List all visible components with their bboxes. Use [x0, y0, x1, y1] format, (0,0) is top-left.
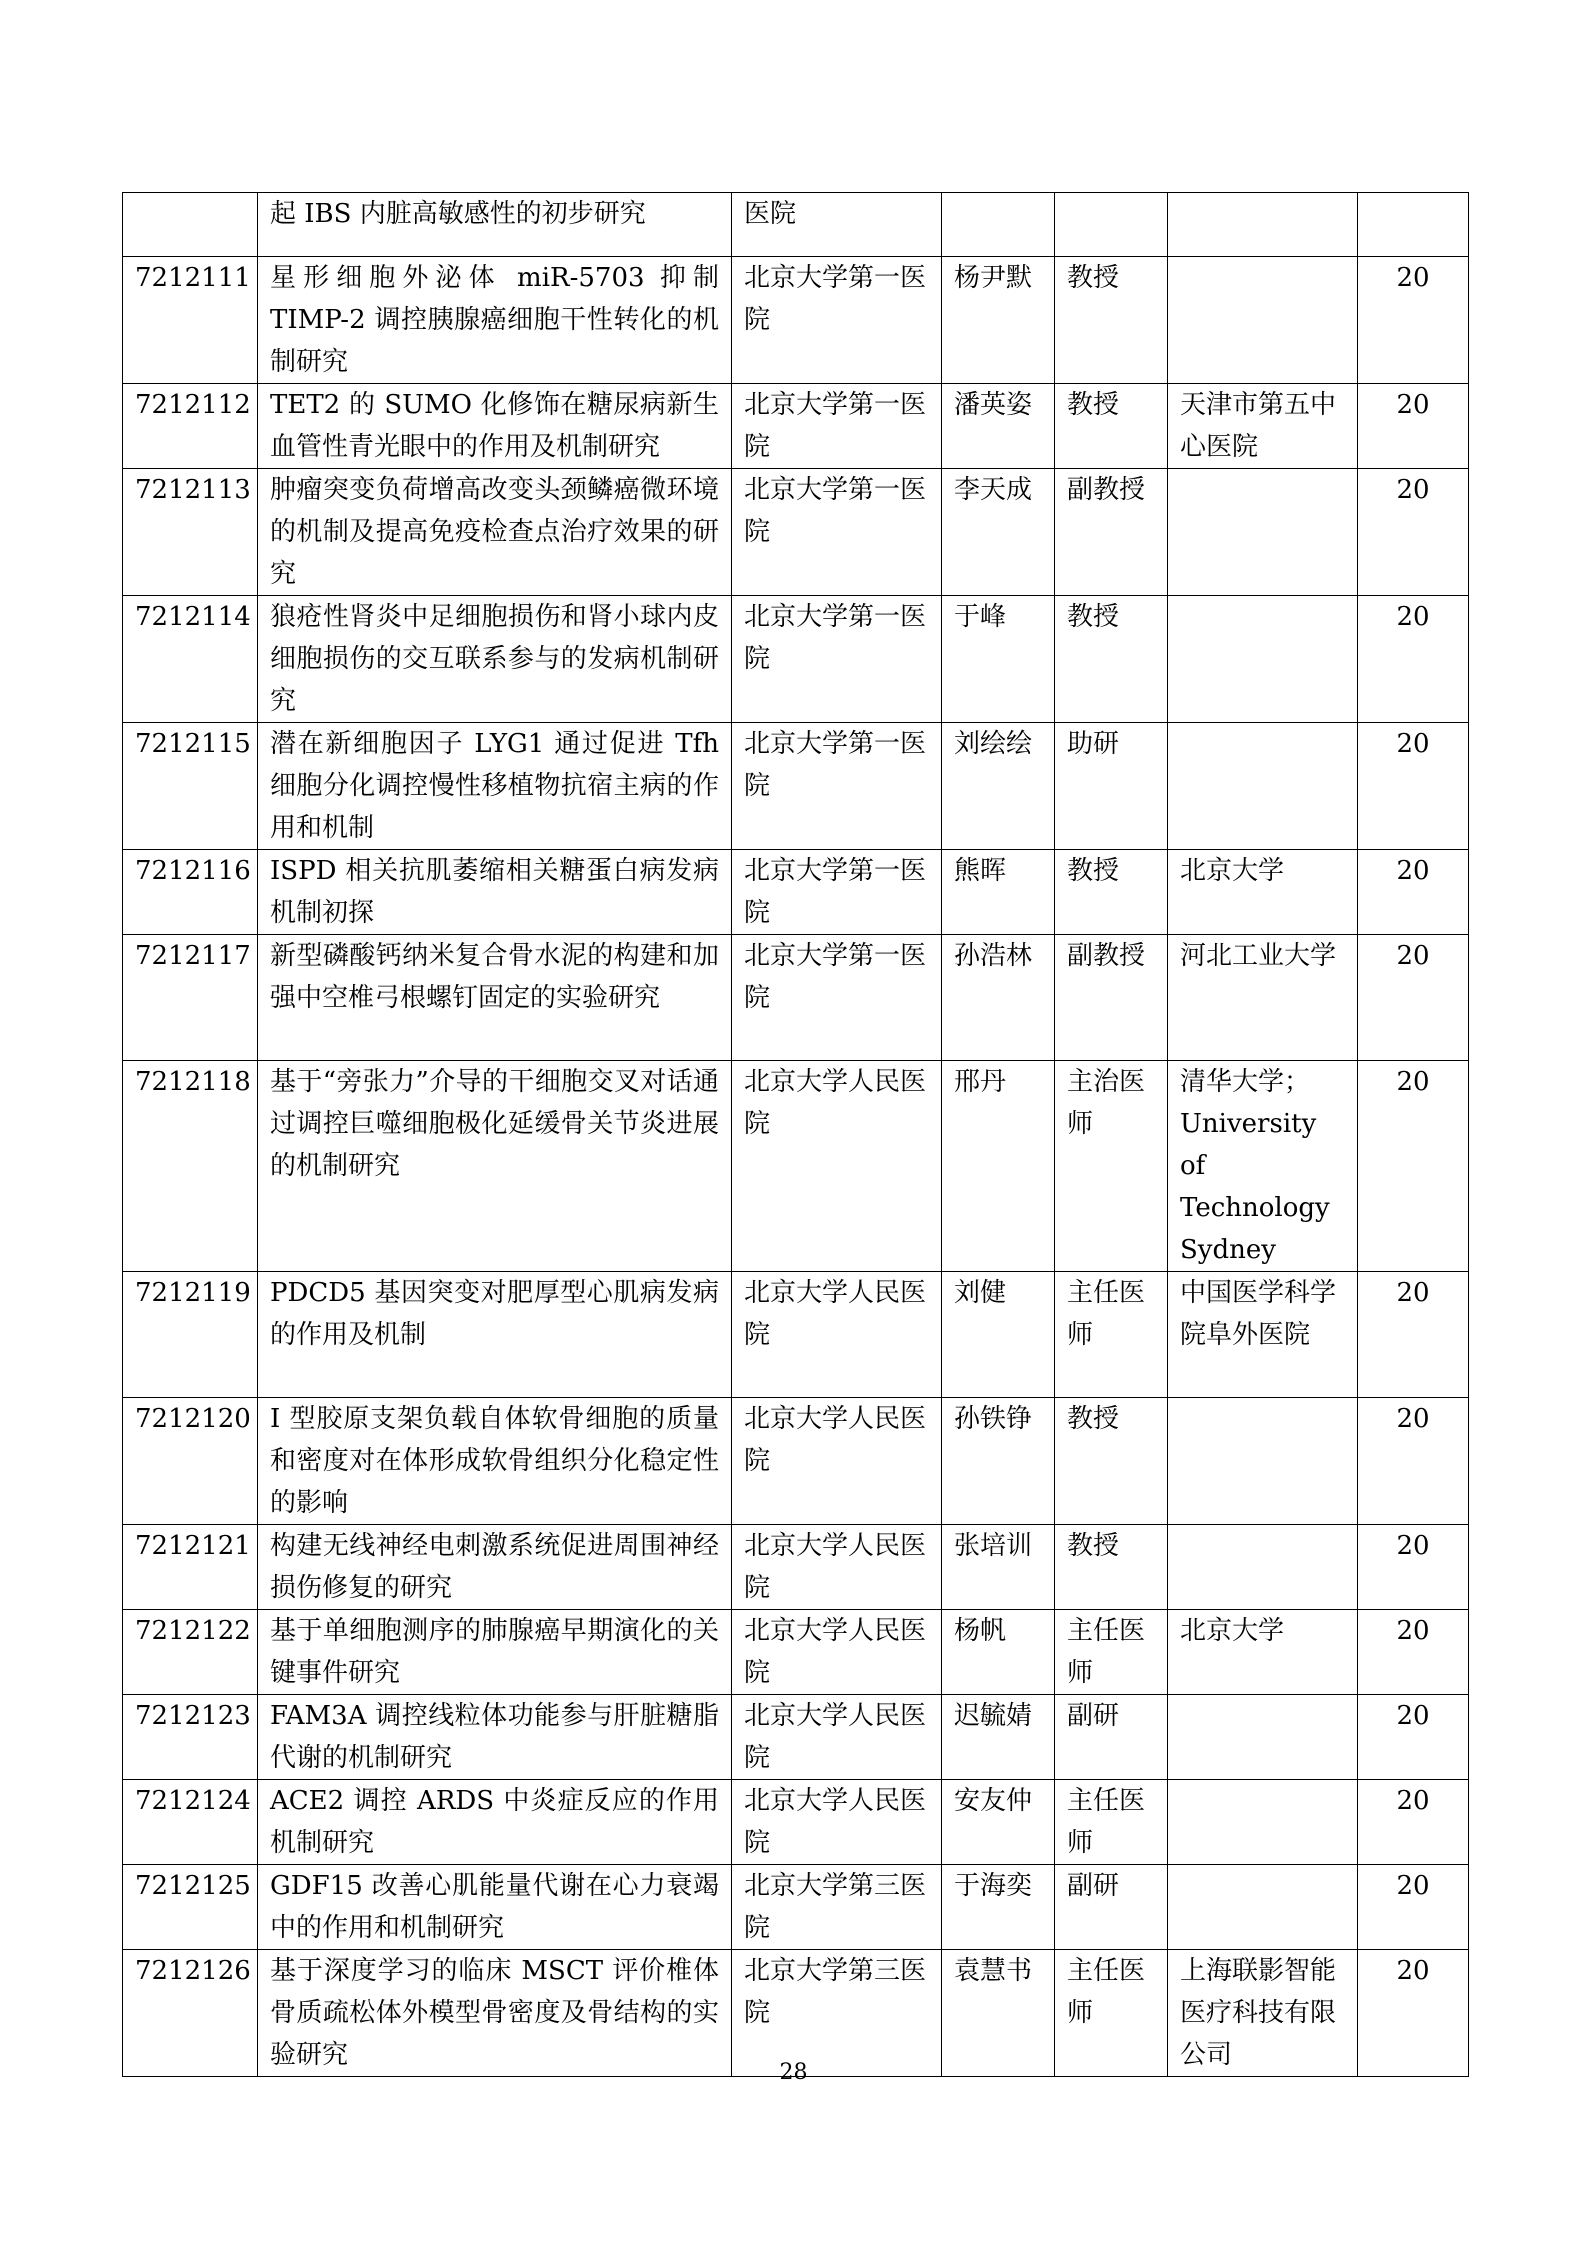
cell-partner: 中国医学科学院阜外医院 — [1168, 1272, 1358, 1398]
cell-unit: 北京大学人民医院 — [732, 1610, 942, 1695]
cell-rank: 主任医师 — [1055, 1950, 1168, 2077]
cell-title: 狼疮性肾炎中足细胞损伤和肾小球内皮细胞损伤的交互联系参与的发病机制研究 — [258, 596, 732, 723]
cell-unit: 医院 — [732, 193, 942, 257]
cell-id: 7212117 — [123, 935, 258, 1061]
cell-partner — [1168, 193, 1358, 257]
cell-title: 构建无线神经电刺激系统促进周围神经损伤修复的研究 — [258, 1525, 732, 1610]
table-row — [123, 850, 1469, 935]
cell-title: 基于单细胞测序的肺腺癌早期演化的关键事件研究 — [258, 1610, 732, 1695]
cell-person: 杨尹默 — [942, 257, 1055, 384]
cell-amount: 20 — [1358, 1610, 1469, 1695]
cell-amount: 20 — [1358, 1950, 1469, 2077]
cell-partner: 北京大学 — [1168, 850, 1358, 935]
cell-amount: 20 — [1358, 935, 1469, 1061]
cell-rank — [1055, 193, 1168, 257]
cell-partner: 天津市第五中心医院 — [1168, 384, 1358, 469]
cell-rank: 副研 — [1055, 1695, 1168, 1780]
cell-rank: 副教授 — [1055, 469, 1168, 596]
cell-person: 刘健 — [942, 1272, 1055, 1398]
cell-amount: 20 — [1358, 1865, 1469, 1950]
cell-id — [123, 193, 258, 257]
table-row — [123, 723, 1469, 850]
cell-id: 7212120 — [123, 1398, 258, 1525]
cell-partner: 上海联影智能医疗科技有限公司 — [1168, 1950, 1358, 2077]
cell-rank: 副教授 — [1055, 935, 1168, 1061]
table-row — [123, 1610, 1469, 1695]
cell-title: TET2 的 SUMO 化修饰在糖尿病新生血管性青光眼中的作用及机制研究 — [258, 384, 732, 469]
cell-partner — [1168, 257, 1358, 384]
cell-person: 迟毓婧 — [942, 1695, 1055, 1780]
cell-rank: 教授 — [1055, 1525, 1168, 1610]
cell-title: GDF15 改善心肌能量代谢在心力衰竭中的作用和机制研究 — [258, 1865, 732, 1950]
cell-unit: 北京大学第一医院 — [732, 935, 942, 1061]
cell-rank: 主任医师 — [1055, 1610, 1168, 1695]
cell-unit: 北京大学第三医院 — [732, 1950, 942, 2077]
cell-unit: 北京大学第一医院 — [732, 850, 942, 935]
cell-id: 7212124 — [123, 1780, 258, 1865]
cell-title: ACE2 调控 ARDS 中炎症反应的作用机制研究 — [258, 1780, 732, 1865]
cell-unit: 北京大学人民医院 — [732, 1695, 942, 1780]
cell-person: 熊晖 — [942, 850, 1055, 935]
table-row — [123, 1272, 1469, 1398]
cell-partner — [1168, 1525, 1358, 1610]
cell-unit: 北京大学第一医院 — [732, 469, 942, 596]
cell-person: 张培训 — [942, 1525, 1055, 1610]
table-row — [123, 1780, 1469, 1865]
cell-rank: 教授 — [1055, 384, 1168, 469]
cell-amount: 20 — [1358, 1695, 1469, 1780]
cell-title: PDCD5 基因突变对肥厚型心肌病发病的作用及机制 — [258, 1272, 732, 1398]
cell-id: 7212122 — [123, 1610, 258, 1695]
cell-title: 新型磷酸钙纳米复合骨水泥的构建和加强中空椎弓根螺钉固定的实验研究 — [258, 935, 732, 1061]
cell-partner — [1168, 1865, 1358, 1950]
cell-person: 潘英姿 — [942, 384, 1055, 469]
table-row — [123, 193, 1469, 257]
cell-id: 7212115 — [123, 723, 258, 850]
cell-person: 安友仲 — [942, 1780, 1055, 1865]
cell-unit: 北京大学人民医院 — [732, 1780, 942, 1865]
cell-unit: 北京大学第一医院 — [732, 257, 942, 384]
table-row — [123, 1950, 1469, 2077]
table-row — [123, 1695, 1469, 1780]
cell-unit: 北京大学人民医院 — [732, 1398, 942, 1525]
cell-unit: 北京大学人民医院 — [732, 1525, 942, 1610]
cell-id: 7212125 — [123, 1865, 258, 1950]
table-row — [123, 596, 1469, 723]
cell-unit: 北京大学人民医院 — [732, 1272, 942, 1398]
table-row — [123, 384, 1469, 469]
cell-title: I 型胶原支架负载自体软骨细胞的质量和密度对在体形成软骨组织分化稳定性的影响 — [258, 1398, 732, 1525]
table-row — [123, 935, 1469, 1061]
table-row — [123, 1525, 1469, 1610]
cell-partner — [1168, 723, 1358, 850]
cell-rank: 教授 — [1055, 257, 1168, 384]
cell-amount: 20 — [1358, 1525, 1469, 1610]
cell-id: 7212116 — [123, 850, 258, 935]
cell-person: 杨帆 — [942, 1610, 1055, 1695]
cell-unit: 北京大学第一医院 — [732, 384, 942, 469]
project-table — [122, 192, 1469, 2077]
cell-title: 星形细胞外泌体 miR-5703 抑制 TIMP-2 调控胰腺癌细胞干性转化的机制研究 — [258, 257, 732, 384]
cell-partner — [1168, 1695, 1358, 1780]
cell-title: 肿瘤突变负荷增高改变头颈鳞癌微环境的机制及提高免疫检查点治疗效果的研究 — [258, 469, 732, 596]
cell-partner: 清华大学；University of Technology Sydney — [1168, 1061, 1358, 1272]
cell-id: 7212123 — [123, 1695, 258, 1780]
cell-partner — [1168, 1398, 1358, 1525]
cell-unit: 北京大学人民医院 — [732, 1061, 942, 1272]
cell-id: 7212111 — [123, 257, 258, 384]
cell-rank: 教授 — [1055, 850, 1168, 935]
cell-id: 7212114 — [123, 596, 258, 723]
cell-rank: 教授 — [1055, 596, 1168, 723]
cell-unit: 北京大学第一医院 — [732, 723, 942, 850]
page-number: 28 — [779, 2060, 808, 2085]
cell-person: 孙浩林 — [942, 935, 1055, 1061]
cell-person — [942, 193, 1055, 257]
cell-amount — [1358, 193, 1469, 257]
cell-partner — [1168, 596, 1358, 723]
cell-rank: 主任医师 — [1055, 1780, 1168, 1865]
cell-partner: 河北工业大学 — [1168, 935, 1358, 1061]
cell-unit: 北京大学第一医院 — [732, 596, 942, 723]
cell-title: 基于“旁张力”介导的干细胞交叉对话通过调控巨噬细胞极化延缓骨关节炎进展的机制研究 — [258, 1061, 732, 1272]
cell-person: 邢丹 — [942, 1061, 1055, 1272]
cell-amount: 20 — [1358, 723, 1469, 850]
cell-amount: 20 — [1358, 469, 1469, 596]
cell-rank: 主任医师 — [1055, 1272, 1168, 1398]
cell-rank: 教授 — [1055, 1398, 1168, 1525]
cell-person: 于峰 — [942, 596, 1055, 723]
table-row — [123, 257, 1469, 384]
cell-partner — [1168, 1780, 1358, 1865]
cell-partner: 北京大学 — [1168, 1610, 1358, 1695]
cell-person: 袁慧书 — [942, 1950, 1055, 2077]
table-row — [123, 469, 1469, 596]
table-body — [123, 193, 1469, 2077]
cell-amount: 20 — [1358, 1780, 1469, 1865]
cell-person: 刘绘绘 — [942, 723, 1055, 850]
cell-id: 7212118 — [123, 1061, 258, 1272]
cell-id: 7212121 — [123, 1525, 258, 1610]
cell-title: 起 IBS 内脏高敏感性的初步研究 — [258, 193, 732, 257]
cell-amount: 20 — [1358, 257, 1469, 384]
cell-amount: 20 — [1358, 1398, 1469, 1525]
cell-id: 7212113 — [123, 469, 258, 596]
cell-title: 潜在新细胞因子 LYG1 通过促进 Tfh 细胞分化调控慢性移植物抗宿主病的作用和机制 — [258, 723, 732, 850]
table-row — [123, 1061, 1469, 1272]
cell-person: 孙铁铮 — [942, 1398, 1055, 1525]
cell-amount: 20 — [1358, 384, 1469, 469]
cell-person: 李天成 — [942, 469, 1055, 596]
cell-title: ISPD 相关抗肌萎缩相关糖蛋白病发病机制初探 — [258, 850, 732, 935]
table-row — [123, 1865, 1469, 1950]
cell-rank: 主治医师 — [1055, 1061, 1168, 1272]
cell-amount: 20 — [1358, 596, 1469, 723]
table-row — [123, 1398, 1469, 1525]
cell-person: 于海奕 — [942, 1865, 1055, 1950]
cell-amount: 20 — [1358, 1272, 1469, 1398]
cell-rank: 助研 — [1055, 723, 1168, 850]
cell-title: FAM3A 调控线粒体功能参与肝脏糖脂代谢的机制研究 — [258, 1695, 732, 1780]
cell-title: 基于深度学习的临床 MSCT 评价椎体骨质疏松体外模型骨密度及骨结构的实验研究 — [258, 1950, 732, 2077]
cell-unit: 北京大学第三医院 — [732, 1865, 942, 1950]
cell-id: 7212112 — [123, 384, 258, 469]
cell-amount: 20 — [1358, 1061, 1469, 1272]
cell-rank: 副研 — [1055, 1865, 1168, 1950]
cell-amount: 20 — [1358, 850, 1469, 935]
cell-id: 7212119 — [123, 1272, 258, 1398]
cell-id: 7212126 — [123, 1950, 258, 2077]
cell-partner — [1168, 469, 1358, 596]
